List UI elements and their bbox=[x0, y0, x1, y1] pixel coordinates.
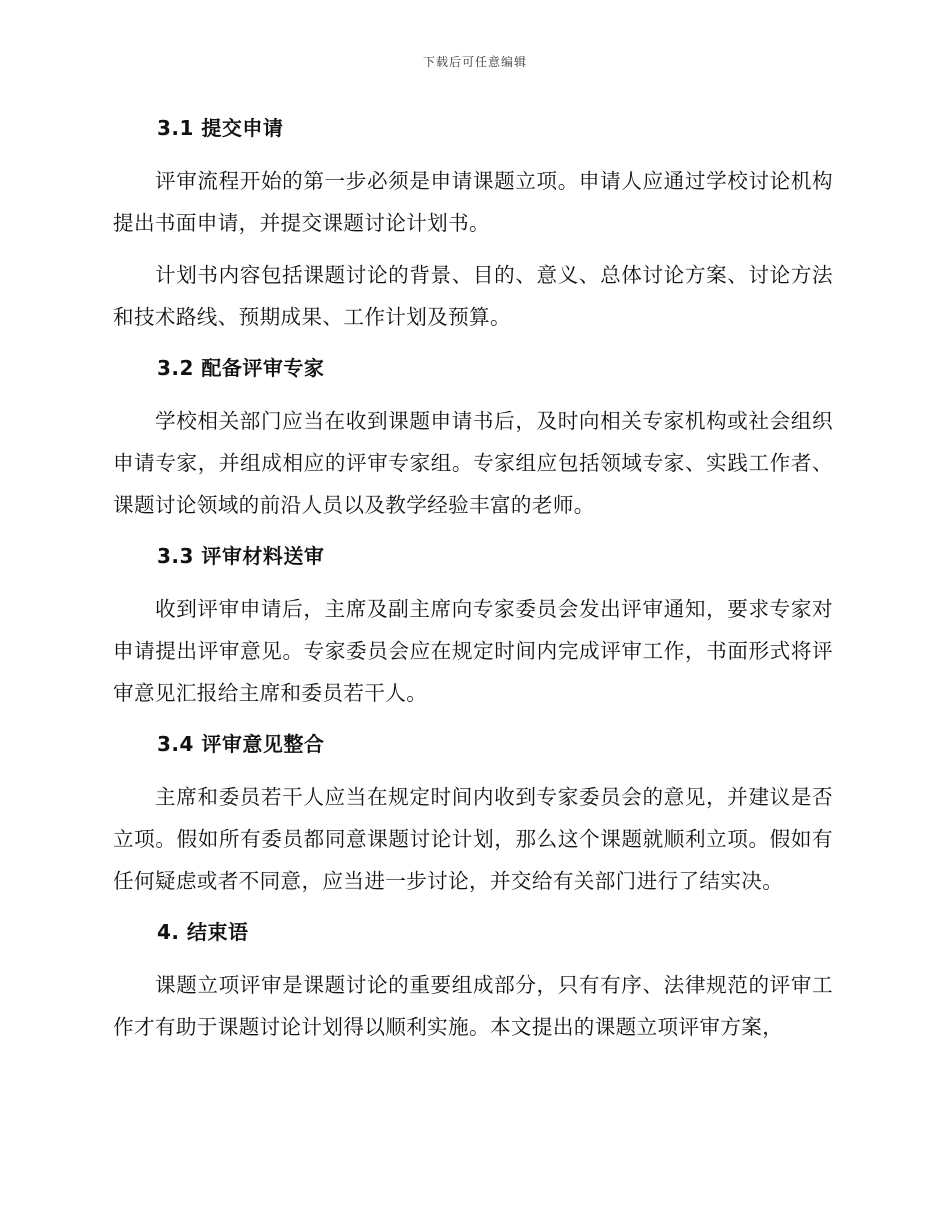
section-4 bbox=[113, 914, 833, 1048]
body-paragraph: 评审流程开始的第一步必须是申请课题立项。申请人应通过学校讨论机构提出书面申请，并提交课题讨论计划书。 bbox=[113, 169, 833, 235]
section-3-2 bbox=[113, 350, 833, 526]
body-paragraph: 计划书内容包括课题讨论的背景、目的、意义、总体讨论方案、讨论方法和技术路线、预期成果、工作计划及预算。 bbox=[113, 263, 833, 329]
body-paragraph: 课题立项评审是课题讨论的重要组成部分，只有有序、法律规范的评审工作才有助于课题讨论计划得以顺利实施。本文提出的课题立项评审方案， bbox=[113, 973, 833, 1039]
body-paragraph: 收到评审申请后，主席及副主席向专家委员会发出评审通知，要求专家对申请提出评审意见。专家委员会应在规定时间内完成评审工作，书面形式将评审意见汇报给主席和委员若干人。 bbox=[113, 597, 833, 705]
section-3-4 bbox=[113, 726, 833, 902]
section-heading: 4. 结束语 bbox=[157, 920, 249, 944]
section-heading: 3.2 配备评审专家 bbox=[157, 356, 325, 380]
section-3-1 bbox=[113, 110, 833, 338]
section-3-3 bbox=[113, 538, 833, 714]
body-paragraph: 主席和委员若干人应当在规定时间内收到专家委员会的意见，并建议是否立项。假如所有委员都同意课题讨论计划，那么这个课题就顺利立项。假如有任何疑虑或者不同意，应当进一步讨论，并交给有关部门进行了结实决。 bbox=[113, 785, 833, 893]
page-header-note: 下载后可任意编辑 bbox=[422, 55, 527, 69]
section-heading: 3.3 评审材料送审 bbox=[157, 544, 325, 568]
body-paragraph: 学校相关部门应当在收到课题申请书后，及时向相关专家机构或社会组织申请专家，并组成相应的评审专家组。专家组应包括领域专家、实践工作者、课题讨论领域的前沿人员以及教学经验丰富的老师。 bbox=[113, 409, 833, 517]
section-heading: 3.4 评审意见整合 bbox=[157, 732, 325, 756]
document-body bbox=[113, 110, 833, 1048]
section-heading: 3.1 提交申请 bbox=[157, 116, 284, 140]
